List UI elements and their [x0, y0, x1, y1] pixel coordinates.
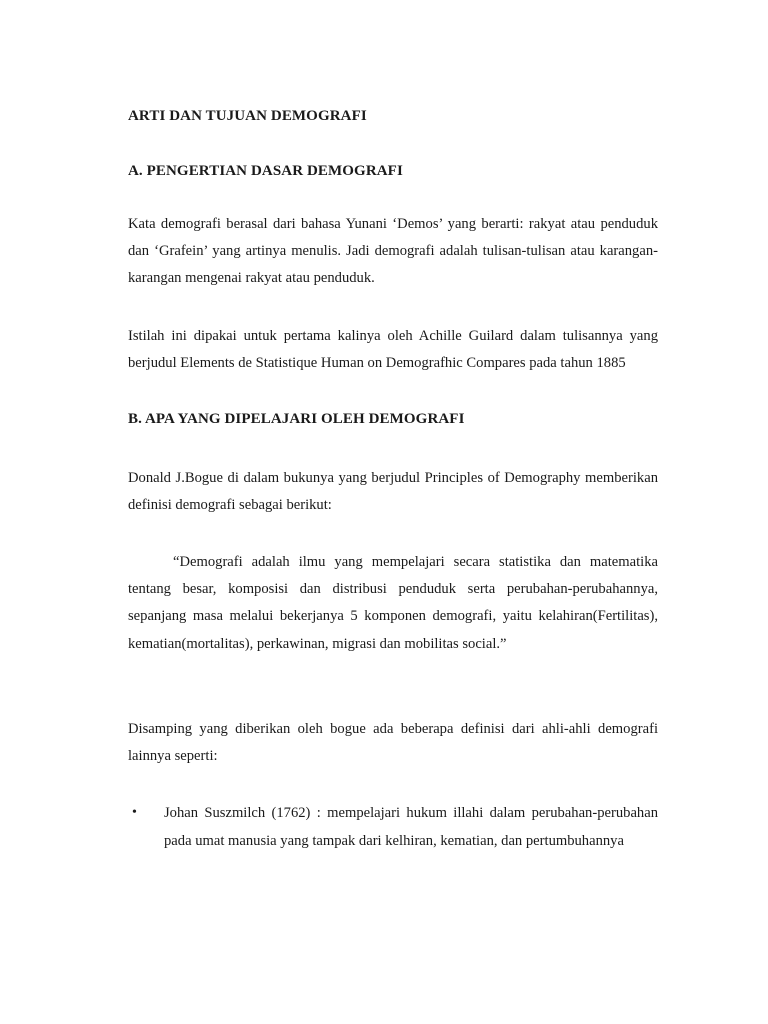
- section-b-heading: B. APA YANG DIPELAJARI OLEH DEMOGRAFI: [128, 411, 465, 427]
- bullet-item-suszmilch: Johan Suszmilch (1762) : mempelajari hukum illahi dalam perubahan-perubahan pada umat manusia yang tampak dari kelhiran, kematian, dan pertumbuhannya: [164, 805, 658, 849]
- document-title: ARTI DAN TUJUAN DEMOGRAFI: [128, 108, 367, 124]
- section-a-heading: A. PENGERTIAN DASAR DEMOGRAFI: [128, 163, 403, 179]
- section-b-paragraph-2: Disamping yang diberikan oleh bogue ada beberapa definisi dari ahli-ahli demografi lainnya seperti:: [128, 721, 658, 764]
- section-a-paragraph-2: Istilah ini dipakai untuk pertama kalinya oleh Achille Guilard dalam tulisannya yang berjudul Elements de Statistique Human on Demografhic Compares pada tahun 1885: [128, 328, 658, 371]
- section-b-paragraph-1: Donald J.Bogue di dalam bukunya yang berjudul Principles of Demography memberikan definisi demografi sebagai berikut:: [128, 470, 658, 513]
- bullet-marker: •: [132, 805, 137, 820]
- bogue-definition-quote: “Demografi adalah ilmu yang mempelajari secara statistika dan matematika tentang besar, komposisi dan distribusi penduduk serta perubahan-perubahannya, sepanjang masa melalui bekerjanya 5 komponen demografi, yaitu kelahiran(Fertilitas), kematian(mortalitas), perkawinan, migrasi dan mobilitas social.”: [128, 554, 658, 652]
- section-a-paragraph-1: Kata demografi berasal dari bahasa Yunani ‘Demos’ yang berarti: rakyat atau penduduk dan ‘Grafein’ yang artinya menulis. Jadi demografi adalah tulisan-tulisan atau karangan-karangan mengenai rakyat atau penduduk.: [128, 216, 658, 286]
